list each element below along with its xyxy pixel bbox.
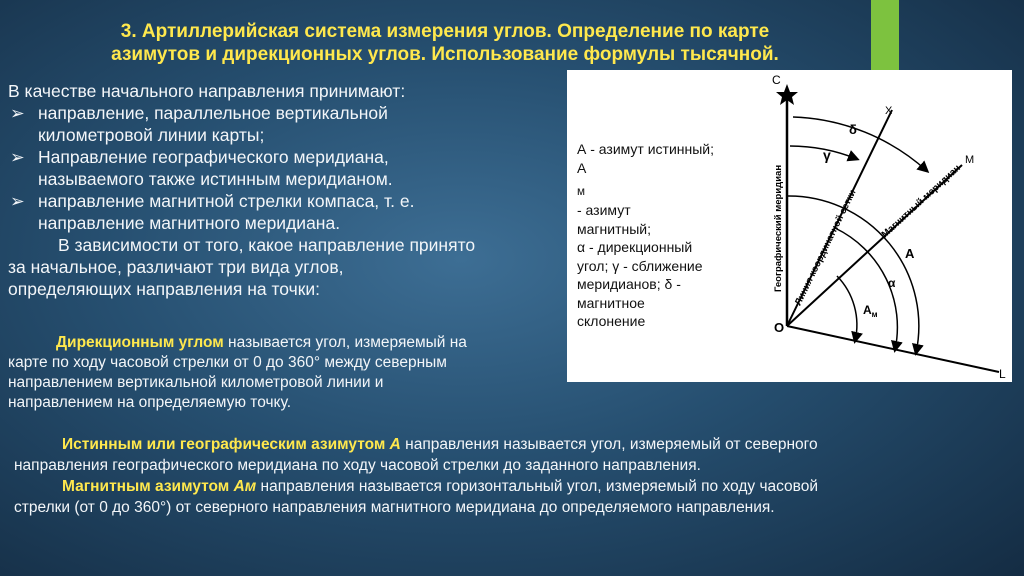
legend-am-text: - азимут [577, 202, 631, 219]
label-grid-line: Линия координатной сетки [792, 188, 859, 308]
label-m: М [965, 154, 975, 166]
label-mag-meridian: Магнитный меридиан [879, 162, 963, 241]
magnetic-azimuth-line [14, 476, 1014, 497]
legend-line: угол; γ - сближение [577, 257, 703, 274]
delta-arc [793, 117, 927, 171]
intro-paragraph-line: за начальное, различают три вида углов, [8, 257, 344, 277]
label-am-sub: м [871, 310, 878, 319]
azimuth-definitions [14, 434, 1014, 518]
intro-paragraph-line: В зависимости от того, какое направление принято [58, 235, 476, 255]
definition-term: Дирекционным углом [56, 334, 224, 351]
arrow-bullet-icon: ➢ [10, 103, 25, 123]
definition-line: карте по ходу часовой стрелки от 0 до 360° между северным [8, 354, 447, 371]
bullet-text: километровой линии карты; [38, 125, 265, 145]
arrow-bullet-icon: ➢ [10, 191, 25, 211]
intro-heading: В качестве начального направления принимают: [8, 81, 406, 101]
label-geo-meridian: Географический меридиан [773, 164, 784, 292]
bullet-item [8, 102, 568, 146]
label-a: А [905, 246, 915, 261]
label-delta: δ [849, 122, 857, 137]
label-gamma: γ [823, 147, 831, 163]
legend-line: магнитный; [577, 220, 651, 237]
label-alpha: α [888, 276, 896, 290]
magnetic-azimuth-symbol: Ам [233, 478, 257, 495]
true-azimuth-symbol: А [389, 436, 401, 453]
legend-line: меридианов; δ - [577, 276, 681, 293]
bullet-text: направление магнитного меридиана. [38, 213, 341, 233]
slide-title [30, 20, 860, 66]
magnetic-azimuth-line-2: стрелки (от 0 до 360°) от северного направления магнитного меридиана до определяемого направления. [14, 499, 775, 516]
label-am [863, 303, 878, 319]
true-azimuth-line [14, 434, 1014, 455]
definition-line [8, 333, 573, 353]
intro-block [8, 80, 568, 300]
definition-text: называется угол, измеряемый на [223, 334, 467, 351]
title-line-2: азимутов и дирекционных углов. Использование формулы тысячной. [111, 44, 779, 65]
legend-line: α - дирекционный [577, 239, 693, 256]
true-azimuth-text: направления называется угол, измеряемый от северного [400, 436, 818, 453]
angle-diagram [567, 70, 1012, 382]
bullet-item [8, 190, 568, 234]
label-o: O [774, 320, 785, 335]
bullet-text: направление магнитной стрелки компаса, т. е. [38, 191, 415, 211]
legend-line: склонение [577, 313, 646, 330]
legend-line [577, 159, 765, 220]
accent-bar [871, 0, 899, 70]
title-line-1: 3. Артиллерийская система измерения углов. Определение по карте [120, 21, 770, 42]
direction-line-l [787, 326, 999, 372]
legend-line: магнитное [577, 294, 645, 311]
intro-paragraph-line: определяющих направления на точки: [8, 279, 321, 299]
label-l: L [999, 367, 1006, 381]
definition-line: направлением вертикальной километровой линии и [8, 374, 384, 391]
bullet-text: называемого также истинным меридианом. [38, 169, 393, 189]
magnetic-azimuth-text: направления называется горизонтальный угол, измеряемый по ходу часовой [256, 478, 819, 495]
directional-angle-definition [8, 333, 573, 413]
bullet-text: направление, параллельное вертикальной [38, 103, 388, 123]
label-x: X [885, 105, 893, 117]
bullet-item [8, 146, 568, 190]
legend-am: А [577, 159, 587, 176]
bullet-text: Направление географического меридиана, [38, 147, 389, 167]
true-azimuth-term: Истинным или географическим азимутом [62, 436, 386, 453]
arrow-bullet-icon: ➢ [10, 147, 25, 167]
label-am-main: А [863, 303, 872, 317]
legend-line: А - азимут истинный; [577, 141, 715, 157]
legend-am-sub: м [577, 184, 586, 198]
magnetic-azimuth-term: Магнитным азимутом [62, 478, 230, 495]
diagram-legend [577, 140, 765, 331]
am-arc [837, 276, 857, 341]
definition-line: направлением на определяемую точку. [8, 394, 292, 411]
label-c: С [772, 73, 781, 87]
true-azimuth-line-2: направления географического меридиана по ходу часовой стрелки до заданного направления. [14, 457, 701, 474]
